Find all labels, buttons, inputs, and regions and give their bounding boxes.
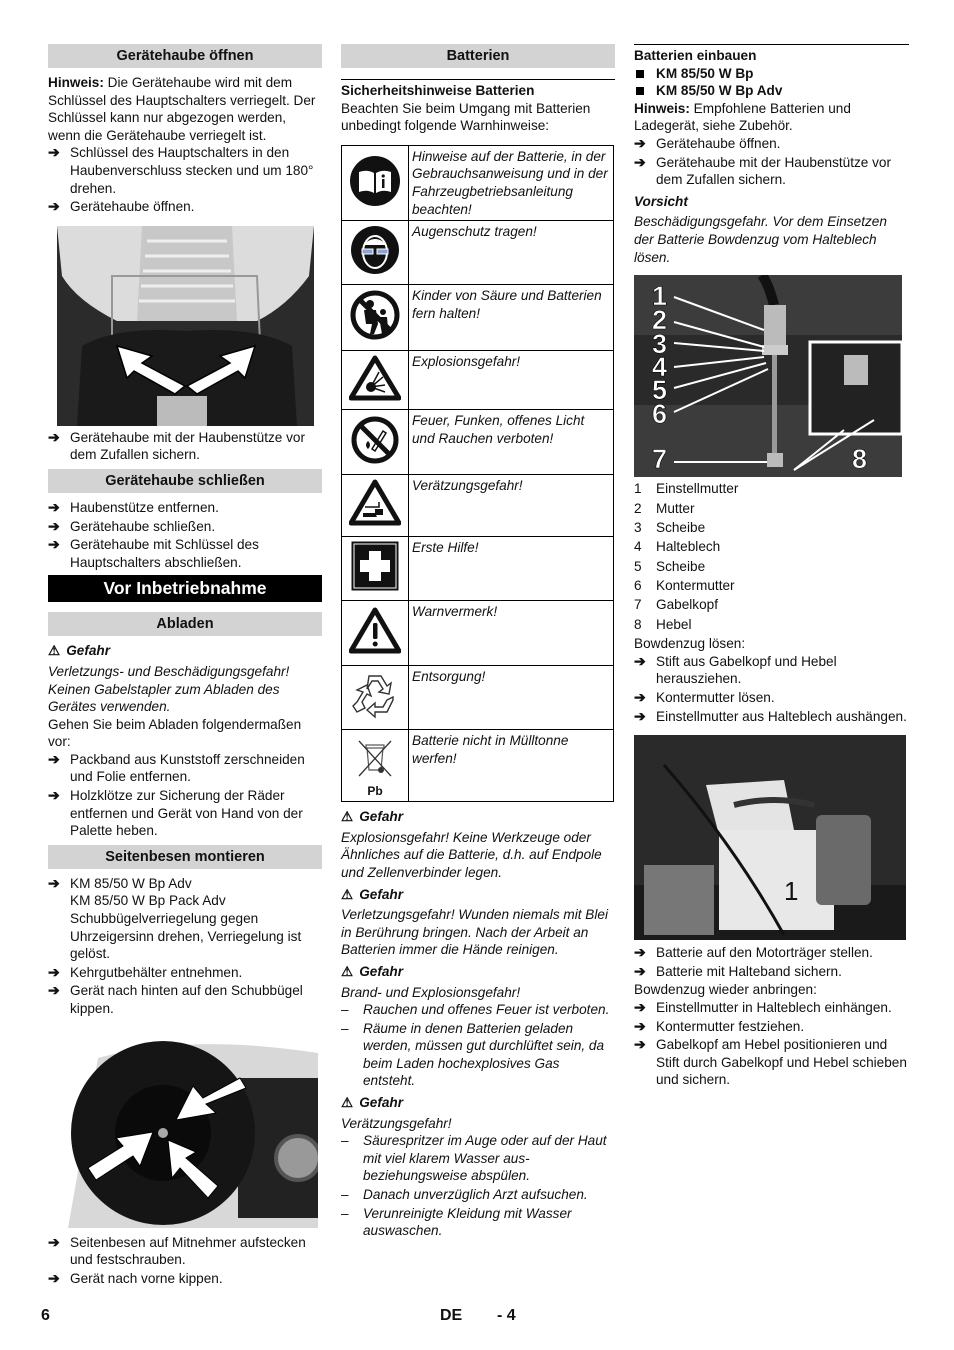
svg-text:4: 4 <box>652 352 668 383</box>
legend-item: 2 Mutter <box>634 500 695 516</box>
arrow-right-icon: ➔ <box>48 1269 60 1286</box>
note-accessories: Hinweis: Empfohlene Batterien und Ladegerät, siehe Zubehör. <box>634 100 851 134</box>
svg-text:6: 6 <box>652 399 668 430</box>
arrow-right-icon: ➔ <box>48 1233 60 1250</box>
legend-item: 6 Kontermutter <box>634 578 735 594</box>
step: ➔ Holzklötze zur Sicherung der Räder entfernen und Gerät von Hand von der Palette heben. <box>48 787 303 839</box>
safety-symbol-table <box>341 145 614 802</box>
svg-text:1: 1 <box>652 281 668 312</box>
table-row: Pb Batterie nicht in Mülltonne werfen! <box>342 730 614 802</box>
table-row: Erste Hilfe! <box>342 537 614 601</box>
lead-symbol-label: Pb <box>367 783 383 798</box>
arrow-right-icon: ➔ <box>48 498 60 515</box>
step: ➔ Gerätehaube öffnen. <box>634 134 781 151</box>
table-row: Augenschutz tragen! <box>342 221 614 285</box>
photo-open-hood <box>57 226 314 426</box>
legend-item: 5 Scheibe <box>634 558 706 574</box>
section-heading-close-hood: Gerätehaube schließen <box>48 469 322 493</box>
step: ➔ Gerätehaube schließen. <box>48 517 216 534</box>
recycle-icon <box>349 670 401 720</box>
section-heading-open-hood: Gerätehaube öffnen <box>48 44 322 68</box>
list-item: – Säurespritzer im Auge oder auf der Haut mit viel klarem Wasser aus- beziehungsweise abspülen. <box>341 1133 607 1184</box>
svg-text:2: 2 <box>652 305 668 336</box>
danger-text: Verletzungs- und Beschädigungsgefahr! Keinen Gabelstapler zum Abladen des Gerätes verwenden. <box>48 663 290 715</box>
arrow-right-icon: ➔ <box>48 144 60 161</box>
svg-text:5: 5 <box>652 375 668 406</box>
svg-text:1: 1 <box>784 876 799 907</box>
arrow-right-icon: ➔ <box>634 944 646 961</box>
warning-triangle-icon: ⚠ <box>341 886 354 902</box>
subheading-battery-safety: Sicherheitshinweise Batterien <box>341 79 615 100</box>
danger-heading: ⚠ Gefahr <box>341 886 404 902</box>
arrow-right-icon: ➔ <box>48 982 60 999</box>
square-bullet-icon <box>636 70 644 78</box>
danger-heading: ⚠ Gefahr <box>341 963 404 979</box>
danger-text: Verätzungsgefahr! <box>341 1115 452 1131</box>
arrow-right-icon: ➔ <box>48 787 60 804</box>
eye-protection-icon <box>350 225 400 275</box>
step: ➔ Gabelkopf am Hebel positionieren und Stift durch Gabelkopf und Hebel schieben und sichern. <box>634 1036 907 1088</box>
step: ➔ Stift aus Gabelkopf und Hebel herausziehen. <box>634 652 837 687</box>
list-item: – Danach unverzüglich Arzt aufsuchen. <box>341 1187 588 1203</box>
warning-triangle-icon: ⚠ <box>341 1095 354 1111</box>
column-middle <box>341 44 615 1241</box>
figure-legend <box>634 480 909 635</box>
warning-triangle-icon: ⚠ <box>341 963 354 979</box>
photo-bowden-cable <box>634 275 902 477</box>
step: ➔ Gerätehaube mit Schlüssel des Hauptschalters abschließen. <box>48 536 259 570</box>
legend-item: 1 Einstellmutter <box>634 481 739 497</box>
arrow-right-icon: ➔ <box>48 874 60 891</box>
step: ➔ Packband aus Kunststoff zerschneiden und Folie entfernen. <box>48 750 305 785</box>
section-heading-side-broom: Seitenbesen montieren <box>48 845 322 869</box>
danger-heading: ⚠ Gefahr <box>341 809 404 825</box>
first-aid-icon <box>351 541 399 591</box>
arrow-right-icon: ➔ <box>634 689 646 706</box>
step: ➔ Einstellmutter in Halteblech einhängen. <box>634 999 892 1015</box>
paragraph: Bowdenzug wieder anbringen: <box>634 982 817 998</box>
list-item: – Verunreinigte Kleidung mit Wasser auswaschen. <box>341 1205 572 1239</box>
step: ➔ Gerätehaube öffnen. <box>48 198 195 215</box>
svg-text:3: 3 <box>652 329 668 360</box>
step: ➔ Gerät nach vorne kippen. <box>48 1269 223 1286</box>
chapter-heading: Vor Inbetriebnahme <box>48 575 322 602</box>
step: ➔ Kontermutter lösen. <box>634 689 775 706</box>
legend-item: 3 Scheibe <box>634 519 706 535</box>
paragraph: Gehen Sie beim Abladen folgendermaßen vor: <box>48 716 302 750</box>
corrosive-warning-icon <box>349 479 401 527</box>
section-heading-unloading: Abladen <box>48 612 322 636</box>
table-row: Explosionsgefahr! <box>342 351 614 410</box>
svg-text:8: 8 <box>852 444 868 475</box>
step: ➔ Einstellmutter aus Halteblech aushängen. <box>634 707 907 724</box>
legend-item: 8 Hebel <box>634 616 692 632</box>
danger-heading: ⚠ Gefahr <box>48 643 111 659</box>
step: ➔ Batterie mit Halteband sichern. <box>634 962 842 979</box>
arrow-right-icon: ➔ <box>634 999 646 1015</box>
arrow-right-icon: ➔ <box>48 198 60 215</box>
table-row: Warnvermerk! <box>342 601 614 666</box>
page-number: 6 <box>41 1307 50 1324</box>
column-left <box>48 44 322 1288</box>
no-fire-icon <box>350 415 400 465</box>
note-hood-lock: Hinweis: Die Gerätehaube wird mit dem Schlüssel des Hauptschalters verriegelt. Der Schlüssel kann nur abgezogen werden, wenn die Gerätehaube verriegelt ist. <box>48 75 316 143</box>
paragraph: Beachten Sie beim Umgang mit Batterien unbedingt folgende Warnhinweise: <box>341 100 591 134</box>
danger-heading: ⚠ Gefahr <box>341 1095 404 1111</box>
general-warning-icon <box>349 607 401 655</box>
language-code: DE <box>440 1307 463 1324</box>
arrow-right-icon: ➔ <box>48 536 60 553</box>
caution-heading: Vorsicht <box>634 193 688 209</box>
arrow-right-icon: ➔ <box>634 1017 646 1034</box>
table-row: Feuer, Funken, offenes Licht und Rauchen verboten! <box>342 410 614 475</box>
photo-battery-installed <box>634 735 906 940</box>
section-heading-batteries: Batterien <box>341 44 615 68</box>
legend-item: 4 Halteblech <box>634 539 721 555</box>
no-trash-bin-icon <box>353 736 397 780</box>
step: ➔ Gerätehaube mit der Haubenstütze vor dem Zufallen sichern. <box>48 428 306 463</box>
step: ➔ Kontermutter festziehen. <box>634 1017 805 1034</box>
step: ➔ KM 85/50 W Bp Adv KM 85/50 W Bp Pack Adv Schubbügelverriegelung gegen Uhrzeigersinn drehen, Verriegelung ist gelöst. <box>48 874 302 962</box>
svg-text:7: 7 <box>652 444 668 475</box>
danger-text: Brand- und Explosionsgefahr! <box>341 984 521 1000</box>
caution-text: Beschädigungsgefahr. Vor dem Einsetzen der Batterie Bowdenzug vom Halteblech lösen. <box>634 214 887 265</box>
arrow-right-icon: ➔ <box>48 963 60 980</box>
step: ➔ Haubenstütze entfernen. <box>48 498 219 515</box>
arrow-right-icon: ➔ <box>48 517 60 534</box>
arrow-right-icon: ➔ <box>634 134 646 151</box>
step: ➔ Gerätehaube mit der Haubenstütze vor dem Zufallen sichern. <box>634 153 892 188</box>
square-bullet-icon <box>636 87 644 95</box>
table-row: Hinweise auf der Batterie, in der Gebrauchsanweisung und in der Fahrzeugbetriebsanleitung beachten! <box>342 145 614 220</box>
list-item: – Rauchen und offenes Feuer ist verboten. <box>341 1002 610 1018</box>
no-children-icon <box>350 290 400 340</box>
step: ➔ Kehrgutbehälter entnehmen. <box>48 963 243 980</box>
subheading-install-battery: Batterien einbauen <box>634 44 909 65</box>
warning-triangle-icon: ⚠ <box>341 809 354 825</box>
arrow-right-icon: ➔ <box>48 428 60 445</box>
column-right <box>634 44 909 1090</box>
table-row: Entsorgung! <box>342 666 614 730</box>
photo-side-broom <box>68 1038 318 1228</box>
danger-text: Verletzungsgefahr! Wunden niemals mit Blei in Berührung bringen. Nach der Arbeit an Batterien immer die Hände reinigen. <box>341 907 608 958</box>
model-item: KM 85/50 W Bp Adv <box>634 82 909 100</box>
table-row: Kinder von Säure und Batterien fern halten! <box>342 285 614 351</box>
list-item: – Räume in denen Batterien geladen werden, müssen gut durchlüftet sein, da beim Laden hochexplosives Gas entsteht. <box>341 1020 605 1089</box>
step: ➔ Seitenbesen auf Mitnehmer aufstecken und festschrauben. <box>48 1233 306 1268</box>
arrow-right-icon: ➔ <box>634 1036 646 1053</box>
arrow-right-icon: ➔ <box>634 962 646 979</box>
paragraph: Bowdenzug lösen: <box>634 636 746 652</box>
arrow-right-icon: ➔ <box>634 153 646 170</box>
step: ➔ Batterie auf den Motorträger stellen. <box>634 944 873 961</box>
manual-info-icon <box>349 155 401 207</box>
table-row: Verätzungsgefahr! <box>342 475 614 537</box>
step: ➔ Schlüssel des Hauptschalters in den Haubenverschluss stecken und um 180° drehen. <box>48 144 314 196</box>
model-item: KM 85/50 W Bp <box>634 65 909 83</box>
danger-text: Explosionsgefahr! Keine Werkzeuge oder Ähnliches auf die Batterie, d.h. auf Endpole und Zellenverbinder legen. <box>341 829 602 880</box>
explosion-warning-icon <box>349 355 401 401</box>
sub-page-number: - 4 <box>497 1307 516 1324</box>
warning-triangle-icon: ⚠ <box>48 643 61 659</box>
arrow-right-icon: ➔ <box>634 652 646 669</box>
arrow-right-icon: ➔ <box>48 750 60 767</box>
arrow-right-icon: ➔ <box>634 707 646 724</box>
legend-item: 7 Gabelkopf <box>634 597 718 613</box>
step: ➔ Gerät nach hinten auf den Schubbügel kippen. <box>48 982 303 1016</box>
